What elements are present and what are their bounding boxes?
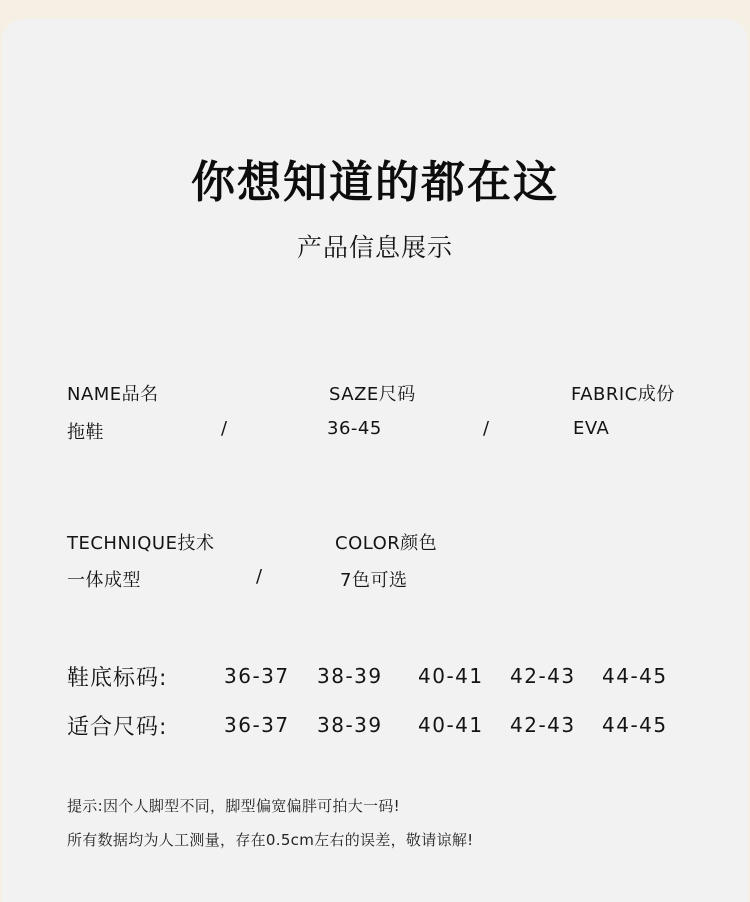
note-text: 所有数据均为人工测量，存在0.5cm左右的误差，敬请谅解! [67,831,474,849]
size-cell: 42-43 [510,713,576,737]
color-label: COLOR颜色 [335,533,438,554]
size-cell: 44-45 [602,713,668,737]
separator: / [483,418,490,439]
page-subtitle: 产品信息展示 [296,233,453,262]
size-value: 36-45 [327,418,382,439]
size-cell: 36-37 [224,713,290,737]
fabric-value: EVA [573,418,610,439]
size-row-label: 适合尺码: [67,715,168,740]
size-cell: 42-43 [510,664,576,688]
size-cell: 44-45 [602,664,668,688]
separator: / [256,566,263,587]
name-value: 拖鞋 [67,422,104,443]
size-cell: 40-41 [418,664,484,688]
fabric-label: FABRIC成份 [571,384,675,405]
technique-value: 一体成型 [67,570,141,591]
size-row-label: 鞋底标码: [67,666,168,691]
size-cell: 38-39 [317,664,383,688]
size-cell: 40-41 [418,713,484,737]
page-title: 你想知道的都在这 [191,157,559,208]
technique-label: TECHNIQUE技术 [67,533,215,554]
size-cell: 36-37 [224,664,290,688]
name-label: NAME品名 [67,384,159,405]
size-cell: 38-39 [317,713,383,737]
note-text: 提示:因个人脚型不同，脚型偏宽偏胖可拍大一码! [67,797,400,815]
info-card [2,19,748,902]
size-label: SAZE尺码 [329,384,416,405]
separator: / [221,418,228,439]
color-value: 7色可选 [340,570,408,591]
